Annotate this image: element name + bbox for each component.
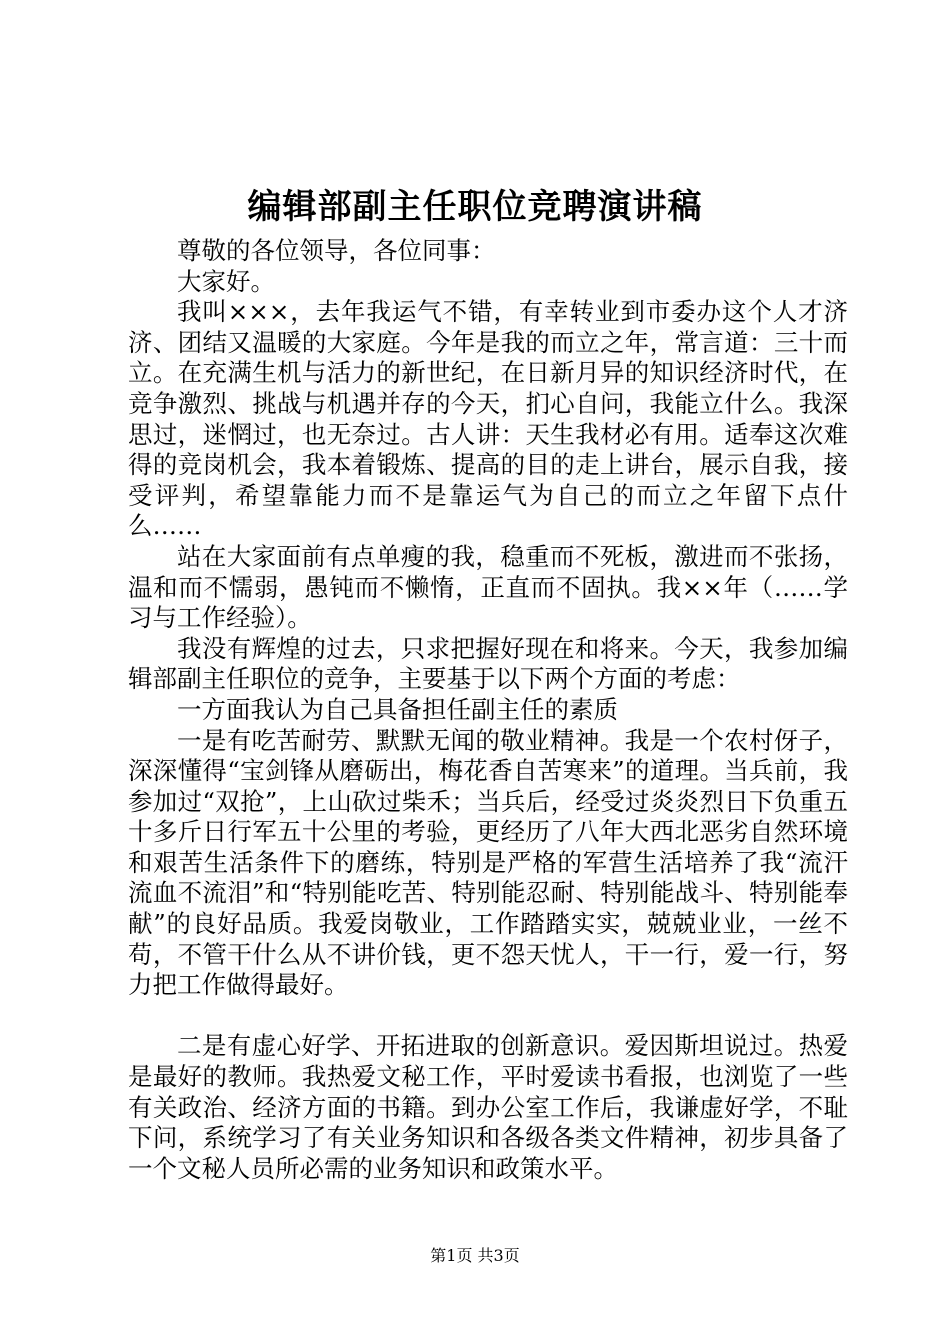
motivation-paragraph: 我没有辉煌的过去，只求把握好现在和将来。今天，我参加编辑部副主任职位的竞争，主要基于以下两个方面的考虑： bbox=[128, 633, 848, 694]
point-one-paragraph: 一是有吃苦耐劳、默默无闻的敬业精神。我是一个农村伢子，深深懂得“宝剑锋从磨砺出，梅花香自苦寒来”的道理。当兵前，我参加过“双抢”，上山砍过柴禾；当兵后，经受过炎炎烈日下负重五十多斤日行军五十公里的考验，更经历了八年大西北恶劣自然环境和艰苦生活条件下的磨练，特别是严格的军营生活培养了我“流汗流血不流泪”和“特别能吃苦、特别能忍耐、特别能战斗、特别能奉献”的良好品质。我爱岗敬业，工作踏踏实实，兢兢业业，一丝不苟，不管干什么从不讲价钱，更不怨天忧人，干一行，爱一行，努力把工作做得最好。 bbox=[128, 725, 848, 1000]
section-heading-paragraph: 一方面我认为自己具备担任副主任的素质 bbox=[177, 694, 618, 724]
greeting-paragraph: 大家好。 bbox=[177, 266, 275, 296]
salutation-paragraph: 尊敬的各位领导，各位同事： bbox=[177, 236, 496, 265]
point-two-paragraph: 二是有虚心好学、开拓进取的创新意识。爱因斯坦说过。热爱是最好的教师。我热爱文秘工作，平时爱读书看报，也浏览了一些有关政治、经济方面的书籍。到办公室工作后，我谦虚好学，不耻下问，系统学习了有关业务知识和各级各类文件精神，初步具备了一个文秘人员所必需的业务知识和政策水平。 bbox=[128, 1031, 848, 1183]
page-footer: 第1页 共3页 bbox=[430, 1246, 520, 1265]
self-description-paragraph: 站在大家面前有点单瘦的我，稳重而不死板，激进而不张扬，温和而不懦弱，愚钝而不懒惰，正直而不固执。我××年（……学习与工作经验）。 bbox=[128, 541, 848, 633]
intro-paragraph: 我叫×××，去年我运气不错，有幸转业到市委办这个人才济济、团结又温暖的大家庭。今年是我的而立之年，常言道：三十而立。在充满生机与活力的新世纪，在日新月异的知识经济时代，在竞争激烈、挑战与机遇并存的今天，扪心自问，我能立什么。我深思过，迷惘过，也无奈过。古人讲：天生我材必有用。适奉这次难得的竞岗机会，我本着锻炼、提高的目的走上讲台，展示自我，接受评判，希望靠能力而不是靠运气为自己的而立之年留下点什么…… bbox=[128, 297, 848, 541]
document-title: 编辑部副主任职位竞聘演讲稿 bbox=[247, 187, 703, 227]
document-body bbox=[128, 236, 848, 1184]
